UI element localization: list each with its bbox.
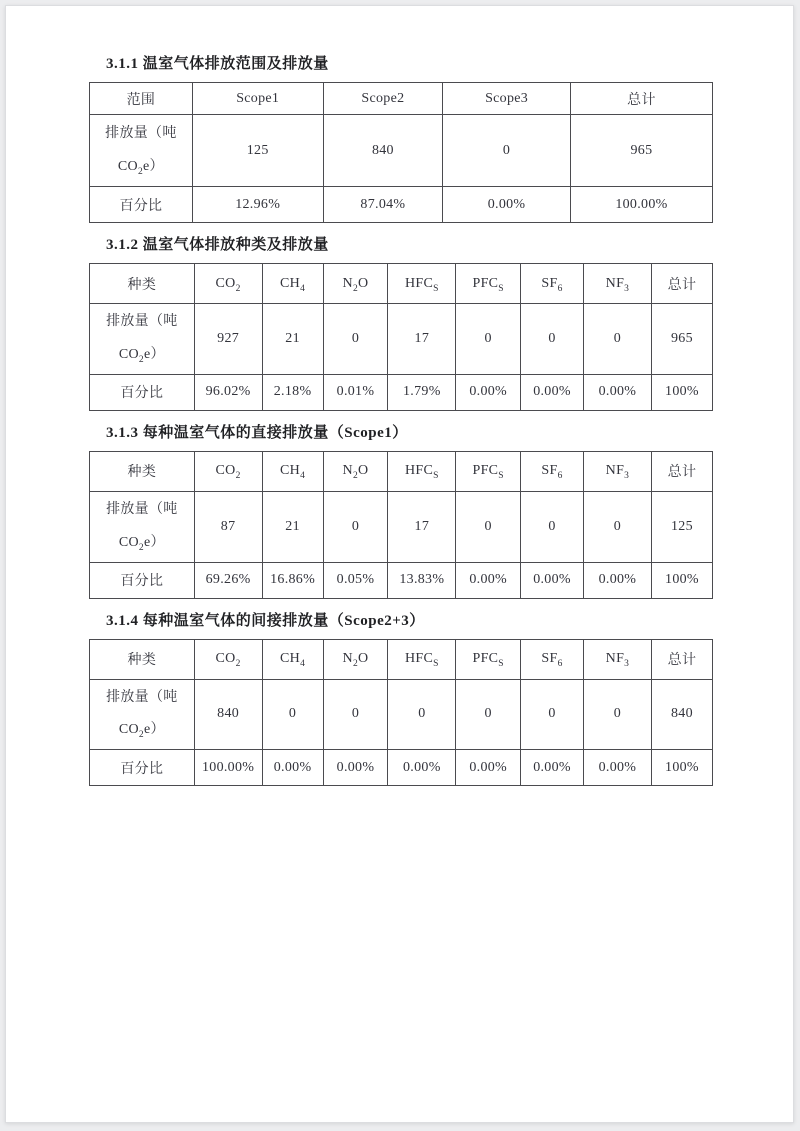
- emission-value-cell: 17: [388, 304, 456, 375]
- table-row: [90, 491, 713, 562]
- column-header: $CH_4$: [262, 451, 323, 491]
- column-header: 种类: [90, 639, 195, 679]
- percent-value-cell: 0.00%: [521, 750, 584, 786]
- column-header: $CO_2$: [194, 639, 262, 679]
- percent-value-cell: 0.00%: [443, 187, 571, 223]
- column-header: $PFC_S$: [456, 451, 521, 491]
- column-header: $NF_3$: [584, 264, 652, 304]
- emission-value-cell: 0: [262, 679, 323, 750]
- percent-value-cell: 0.00%: [456, 750, 521, 786]
- percent-value-cell: 87.04%: [323, 187, 443, 223]
- emission-value-cell: 125: [192, 115, 323, 187]
- row-label: 百分比: [90, 750, 195, 786]
- emission-value-cell: 0: [456, 304, 521, 375]
- column-header: 总计: [570, 83, 712, 115]
- emission-value-cell: 840: [194, 679, 262, 750]
- percent-value-cell: 96.02%: [194, 374, 262, 410]
- emission-value-cell: 0: [521, 491, 584, 562]
- column-header: $SF_6$: [521, 264, 584, 304]
- percent-value-cell: 0.00%: [584, 750, 652, 786]
- section-heading: 3.1.2 温室气体排放种类及排放量: [106, 237, 329, 253]
- column-header: $CO_2$: [194, 264, 262, 304]
- emission-value-cell: 0: [323, 304, 388, 375]
- column-header: $HFC_S$: [388, 451, 456, 491]
- column-header: 范围: [90, 83, 193, 115]
- percent-value-cell: 0.00%: [584, 374, 652, 410]
- direct-emissions-table: [89, 451, 713, 599]
- emission-value-cell: 0: [323, 679, 388, 750]
- emission-value-cell: 0: [323, 491, 388, 562]
- percent-value-cell: 100%: [651, 562, 712, 598]
- percent-value-cell: 16.86%: [262, 562, 323, 598]
- emission-value-cell: 0: [521, 679, 584, 750]
- emission-value-cell: 0: [388, 679, 456, 750]
- section-heading: 3.1.3 每种温室气体的直接排放量（Scope1）: [106, 424, 408, 441]
- column-header: $N_2O$: [323, 451, 388, 491]
- table-header-row: [90, 639, 713, 679]
- percent-value-cell: 1.79%: [388, 374, 456, 410]
- column-header: $CH_4$: [262, 639, 323, 679]
- section-heading: 3.1.1 温室气体排放范围及排放量: [106, 56, 329, 72]
- percent-value-cell: 0.00%: [456, 562, 521, 598]
- percent-value-cell: 0.00%: [262, 750, 323, 786]
- table-header-row: [90, 451, 713, 491]
- column-header: $CO_2$: [194, 451, 262, 491]
- column-header: $N_2O$: [323, 264, 388, 304]
- emission-value-cell: 0: [521, 304, 584, 375]
- emission-value-cell: 87: [194, 491, 262, 562]
- table-row: [90, 304, 713, 375]
- emission-value-cell: 0: [456, 491, 521, 562]
- table-row: [90, 115, 713, 187]
- column-header: $CH_4$: [262, 264, 323, 304]
- emission-value-cell: 17: [388, 491, 456, 562]
- column-header: Scope3: [443, 83, 571, 115]
- column-header: $HFC_S$: [388, 639, 456, 679]
- emission-value-cell: 840: [651, 679, 712, 750]
- column-header: $PFC_S$: [456, 264, 521, 304]
- emission-value-cell: 125: [651, 491, 712, 562]
- row-label: 排放量（吨$CO_2e$）: [90, 491, 195, 562]
- percent-value-cell: 0.00%: [323, 750, 388, 786]
- section-indirect-emissions: [89, 611, 710, 787]
- percent-value-cell: 0.01%: [323, 374, 388, 410]
- column-header: $SF_6$: [521, 451, 584, 491]
- percent-value-cell: 0.00%: [584, 562, 652, 598]
- ghg-scope-table: [89, 82, 713, 223]
- percent-value-cell: 0.00%: [521, 374, 584, 410]
- emission-value-cell: 840: [323, 115, 443, 187]
- emission-value-cell: 0: [584, 491, 652, 562]
- column-header: $HFC_S$: [388, 264, 456, 304]
- percent-value-cell: 100.00%: [570, 187, 712, 223]
- column-header: 种类: [90, 264, 195, 304]
- percent-value-cell: 100%: [651, 750, 712, 786]
- column-header: $NF_3$: [584, 451, 652, 491]
- emission-value-cell: 965: [651, 304, 712, 375]
- row-label: 排放量（吨$CO_2e$）: [90, 304, 195, 375]
- percent-value-cell: 100%: [651, 374, 712, 410]
- table-row: [90, 750, 713, 786]
- percent-value-cell: 0.00%: [456, 374, 521, 410]
- column-header: Scope1: [192, 83, 323, 115]
- section-heading: 3.1.4 每种温室气体的间接排放量（Scope2+3）: [106, 612, 425, 629]
- section-direct-emissions: [89, 423, 710, 599]
- document-page: [5, 5, 794, 1123]
- table-header-row: [90, 264, 713, 304]
- column-header: Scope2: [323, 83, 443, 115]
- column-header: 总计: [651, 264, 712, 304]
- table-header-row: [90, 83, 713, 115]
- emission-value-cell: 21: [262, 304, 323, 375]
- emission-value-cell: 21: [262, 491, 323, 562]
- emission-value-cell: 0: [456, 679, 521, 750]
- table-row: [90, 679, 713, 750]
- section-ghg-types: [89, 235, 710, 411]
- row-label: 百分比: [90, 374, 195, 410]
- percent-value-cell: 0.00%: [388, 750, 456, 786]
- indirect-emissions-table: [89, 639, 713, 787]
- emission-value-cell: 927: [194, 304, 262, 375]
- section-ghg-scope: [89, 54, 710, 223]
- row-label: 百分比: [90, 562, 195, 598]
- emission-value-cell: 0: [584, 304, 652, 375]
- column-header: $NF_3$: [584, 639, 652, 679]
- column-header: 种类: [90, 451, 195, 491]
- column-header: 总计: [651, 639, 712, 679]
- row-label: 百分比: [90, 187, 193, 223]
- column-header: $PFC_S$: [456, 639, 521, 679]
- percent-value-cell: 0.05%: [323, 562, 388, 598]
- row-label: 排放量（吨$CO_2e$）: [90, 115, 193, 187]
- page-content: [6, 6, 793, 786]
- percent-value-cell: 2.18%: [262, 374, 323, 410]
- column-header: $SF_6$: [521, 639, 584, 679]
- ghg-types-table: [89, 263, 713, 411]
- emission-value-cell: 0: [584, 679, 652, 750]
- row-label: 排放量（吨$CO_2e$）: [90, 679, 195, 750]
- table-row: [90, 562, 713, 598]
- emission-value-cell: 0: [443, 115, 571, 187]
- column-header: $N_2O$: [323, 639, 388, 679]
- percent-value-cell: 69.26%: [194, 562, 262, 598]
- percent-value-cell: 100.00%: [194, 750, 262, 786]
- percent-value-cell: 13.83%: [388, 562, 456, 598]
- table-row: [90, 187, 713, 223]
- column-header: 总计: [651, 451, 712, 491]
- percent-value-cell: 0.00%: [521, 562, 584, 598]
- table-row: [90, 374, 713, 410]
- emission-value-cell: 965: [570, 115, 712, 187]
- percent-value-cell: 12.96%: [192, 187, 323, 223]
